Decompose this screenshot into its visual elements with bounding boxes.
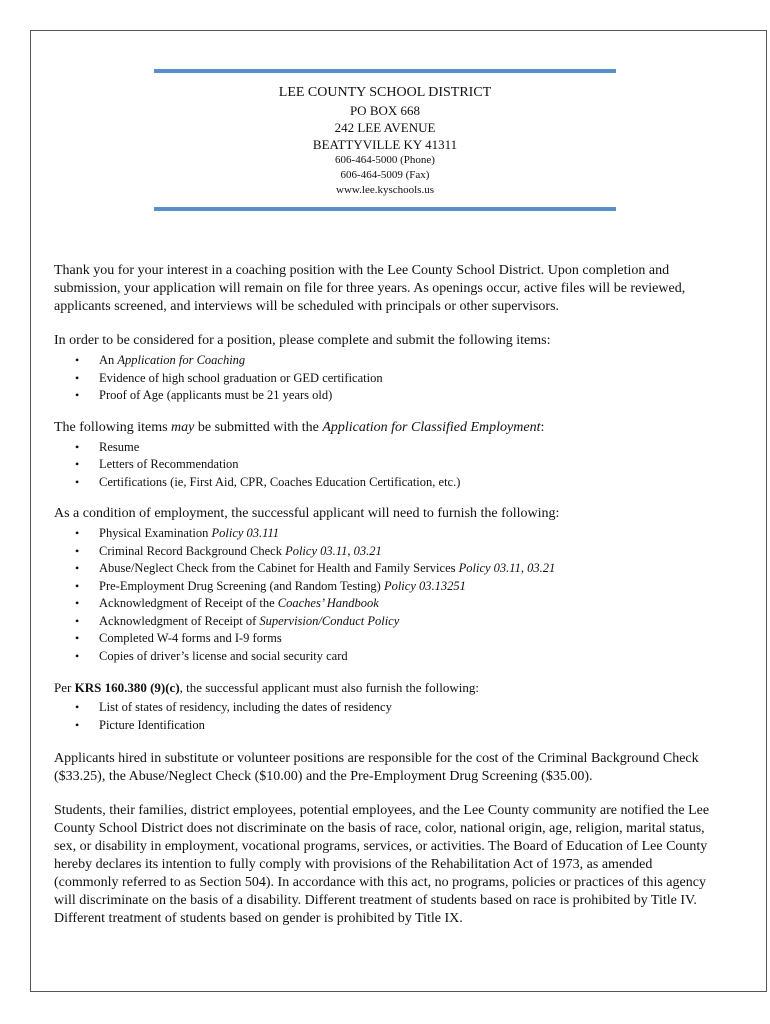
lead-italic-form: Application for Classified Employment (322, 419, 541, 435)
item-text: Acknowledgment of Receipt of the (99, 596, 278, 610)
list-item (99, 578, 714, 596)
condition-lead: As a condition of employment, the successful applicant will need to furnish the following: (54, 506, 560, 521)
list-item: • Proof of Age (applicants must be 21 years old) (99, 387, 714, 405)
header-rule-bottom (154, 207, 616, 211)
list-item: • Evidence of high school graduation or GED certification (99, 370, 714, 388)
nondiscrimination-paragraph: Students, their families, district employees, potential employees, and the Lee County community are notified the Lee County School District does not discriminate on the basis of race, color, national origin, age, religion, marital status, sex, or disability in employment, vocational programs, services, or activities. The Board of Education of Lee County hereby declares its intention to fully comply with provisions of the Rehabilitation Act of 1973, as amended (commonly referred to as Section 504). In accordance with this act, no programs, policies or practices of this agency will discriminate on the basis of a disability. Different treatment of students based on race is prohibited by Title IV. Different treatment of students based on gender is prohibited by Title IX. (54, 803, 710, 926)
list-item (99, 352, 714, 370)
statute-ref: KRS 160.380 (9)(c) (74, 680, 180, 695)
item-text: Criminal Record Background Check (99, 543, 286, 558)
item-text: Acknowledgment of Receipt of (99, 613, 260, 628)
condition-items-list (54, 525, 714, 665)
po-box: PO BOX 668 (349, 103, 421, 118)
item-text: An (99, 353, 118, 367)
cost-paragraph: Applicants hired in substitute or volunteer positions are responsible for the cost of the Criminal Background Check ($33.25), the Abuse/Neglect Check ($10.00) and the Pre-Employment Drug Screening ($35.00). (54, 751, 699, 784)
item-italic: Application for Coaching (117, 353, 246, 367)
list-item (99, 525, 714, 543)
item-text: Pre-Employment Drug Screening (and Random Testing) (99, 578, 384, 593)
krs-lead (54, 679, 714, 697)
lead-text: be submitted with the (194, 419, 323, 435)
lead-text: Per (54, 680, 75, 695)
list-item: • Resume (99, 439, 714, 457)
policy-ref: Policy 03.111 (211, 526, 280, 540)
list-item (99, 543, 714, 561)
lead-text: The following items (54, 419, 172, 435)
list-item: • Copies of driver’s license and social security card (99, 648, 714, 666)
item-italic: Supervision/Conduct Policy (259, 613, 400, 628)
list-item: • Letters of Recommendation (99, 456, 714, 474)
list-item: • List of states of residency, including the dates of residency (99, 699, 714, 717)
lead-italic-may: may (171, 419, 195, 435)
lead-text: : (540, 419, 545, 435)
intro-paragraph: Thank you for your interest in a coaching position with the Lee County School District. Upon completion and submission, your application will remain on file for three years. As openings occur, active files will be reviewed, applicants screened, and interviews will be scheduled with principals or other supervisors. (54, 263, 686, 314)
krs-items-list (54, 699, 714, 734)
letterhead (154, 84, 616, 198)
list-item: • Picture Identification (99, 717, 714, 735)
lead-text: , the successful applicant must also furnish the following: (179, 680, 479, 695)
fax-number: 606-464-5009 (Fax) (340, 169, 430, 181)
list-item (99, 560, 714, 578)
policy-ref: Policy 03.13251 (383, 578, 466, 593)
phone-number: 606-464-5000 (Phone) (335, 154, 435, 166)
website-link[interactable]: www.lee.kyschools.us (336, 184, 434, 196)
district-name: LEE COUNTY SCHOOL DISTRICT (278, 85, 492, 100)
list-item: • Certifications (ie, First Aid, CPR, Coaches Education Certification, etc.) (99, 474, 714, 492)
optional-items-list (54, 439, 714, 492)
required-items-lead: In order to be considered for a position, please complete and submit the following items: (54, 333, 551, 348)
list-item: • Completed W-4 forms and I-9 forms (99, 630, 714, 648)
letter-body (54, 262, 714, 928)
city-state-zip: BEATTYVILLE KY 41311 (312, 137, 458, 152)
list-item (99, 613, 714, 631)
street-address: 242 LEE AVENUE (334, 120, 436, 135)
list-item (99, 595, 714, 613)
optional-items-lead (54, 419, 714, 437)
item-italic: Coaches’ Handbook (277, 596, 379, 610)
item-text: Abuse/Neglect Check from the Cabinet for Health and Family Services (99, 561, 459, 575)
header-rule-top (154, 69, 616, 73)
policy-ref: Policy 03.11, 03.21 (458, 561, 556, 575)
required-items-list (54, 352, 714, 405)
policy-ref: Policy 03.11, 03.21 (285, 543, 382, 558)
item-text: Physical Examination (99, 526, 212, 540)
